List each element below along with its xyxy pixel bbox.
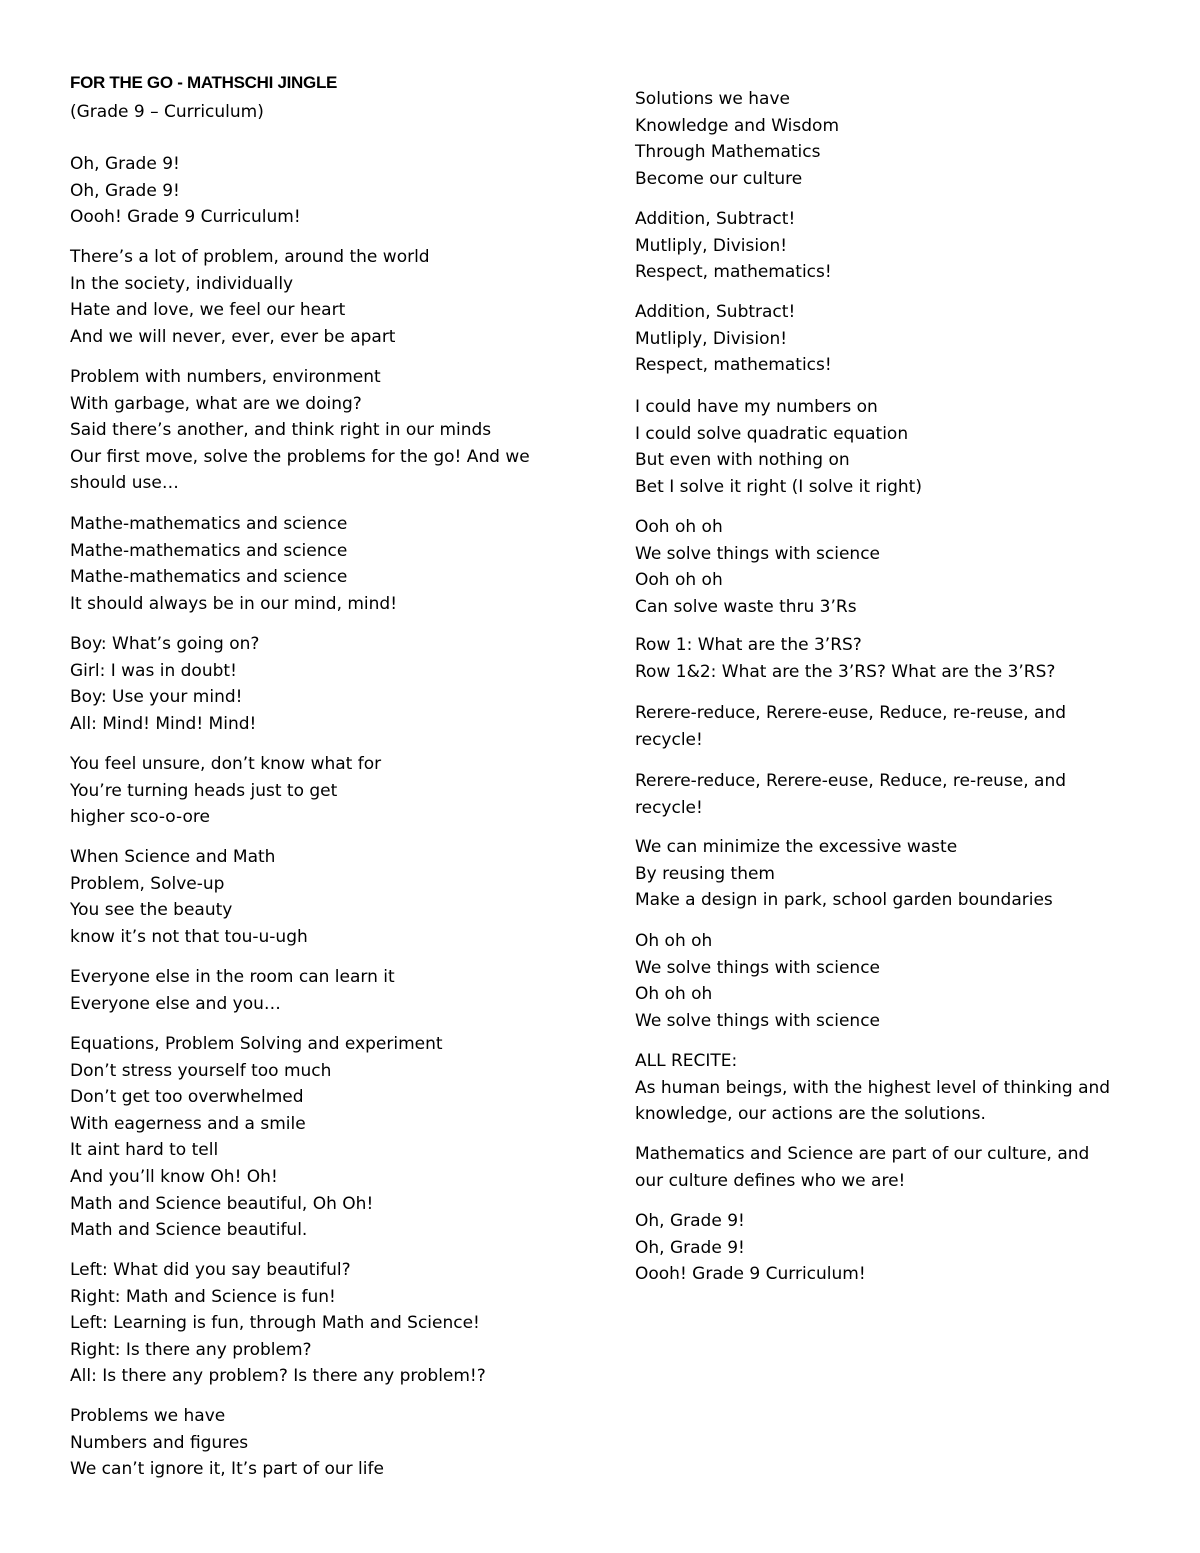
stanza: [70, 364, 610, 497]
lyric-line: Respect, mathematics!: [635, 355, 832, 376]
lyric-line: Problem, Solve-up: [70, 873, 225, 894]
lyric-line: We solve things with science: [635, 1010, 881, 1031]
lyric-line: (Grade 9 – Curriculum): [70, 102, 264, 122]
lyric-line: Mutliply, Division!: [635, 235, 788, 256]
document-title: FOR THE GO - MATHSCHI JINGLE: [70, 73, 338, 92]
lyric-line: When Science and Math: [70, 847, 276, 867]
lyric-line: Rerere-reduce, Rerere-euse, Reduce, re-reuse, and: [635, 771, 1067, 791]
lyric-line: Hate and love, we feel our heart: [70, 300, 346, 321]
lyric-line: Mathe-mathematics and science: [70, 567, 348, 588]
lyric-line: In the society, individually: [70, 273, 294, 294]
lyric-line: our culture defines who we are!: [635, 1170, 906, 1191]
lyric-line: With eagerness and a smile: [70, 1113, 306, 1134]
lyric-line: Row 1&2: What are the 3’RS? What are the 3’RS?: [635, 661, 1056, 682]
lyric-line: Can solve waste thru 3’Rs: [635, 596, 857, 617]
lyric-line: Oh, Grade 9!: [635, 1237, 745, 1258]
lyric-line: Problem with numbers, environment: [70, 367, 381, 387]
lyric-line: higher sco-o-ore: [70, 807, 210, 828]
stanza: [635, 1141, 1135, 1194]
lyric-line: Mutliply, Division!: [635, 328, 788, 349]
lyric-line: Girl: I was in doubt!: [70, 660, 237, 681]
lyric-line: And we will never, ever, ever be apart: [70, 326, 396, 347]
lyric-line: We can’t ignore it, It’s part of our life: [70, 1459, 384, 1480]
lyric-line: Our first move, solve the problems for the go! And we: [70, 446, 530, 467]
stanza: [635, 834, 1135, 914]
stanza: [635, 768, 1135, 821]
stanza: [70, 99, 610, 126]
stanza: [70, 1257, 610, 1390]
lyric-line: I could have my numbers on: [635, 397, 878, 417]
lyric-line: Don’t stress yourself too much: [70, 1060, 332, 1081]
lyric-line: Left: What did you say beautiful?: [70, 1260, 351, 1280]
lyric-line: Rerere-reduce, Rerere-euse, Reduce, re-reuse, and: [635, 703, 1067, 723]
lyric-line: Oooh! Grade 9 Curriculum!: [70, 207, 301, 228]
lyric-line: should use…: [70, 473, 179, 494]
lyric-line: Right: Math and Science is fun!: [70, 1286, 336, 1307]
lyric-line: As human beings, with the highest level of thinking and: [635, 1077, 1111, 1098]
lyric-line: Addition, Subtract!: [635, 302, 796, 322]
lyric-line: Ooh oh oh: [635, 570, 723, 591]
lyric-line: Math and Science beautiful.: [70, 1220, 308, 1241]
lyric-line: And you’ll know Oh! Oh!: [70, 1166, 278, 1187]
lyric-line: Ooh oh oh: [635, 517, 723, 537]
stanza: [70, 1403, 610, 1483]
lyric-line: Left: Learning is fun, through Math and Science!: [70, 1313, 480, 1334]
lyric-line: Oh oh oh: [635, 984, 713, 1005]
lyric-line: Oh, Grade 9!: [70, 154, 180, 174]
lyric-line: Respect, mathematics!: [635, 262, 832, 283]
lyric-line: Equations, Problem Solving and experiment: [70, 1034, 443, 1054]
stanza: [635, 206, 1135, 286]
lyric-line: Boy: Use your mind!: [70, 687, 243, 708]
lyric-line: Addition, Subtract!: [635, 209, 796, 229]
stanza: [635, 632, 1135, 685]
lyric-line: Everyone else and you…: [70, 993, 281, 1014]
lyric-line: Mathe-mathematics and science: [70, 540, 348, 561]
lyric-line: Knowledge and Wisdom: [635, 115, 840, 136]
lyric-line: Oh, Grade 9!: [70, 180, 180, 201]
stanza: [70, 751, 610, 831]
lyric-line: There’s a lot of problem, around the world: [70, 247, 430, 267]
lyric-line: Mathematics and Science are part of our culture, and: [635, 1144, 1090, 1164]
lyric-line: knowledge, our actions are the solutions.: [635, 1104, 986, 1125]
lyric-line: All: Mind! Mind! Mind!: [70, 713, 257, 734]
lyric-line: ALL RECITE:: [635, 1051, 738, 1071]
lyric-line: Oh, Grade 9!: [635, 1211, 745, 1231]
lyric-line: Mathe-mathematics and science: [70, 514, 348, 534]
lyric-line: I could solve quadratic equation: [635, 423, 909, 444]
stanza: [635, 700, 1135, 753]
lyric-line: It aint hard to tell: [70, 1140, 219, 1161]
lyric-line: Through Mathematics: [635, 142, 821, 163]
lyric-line: You’re turning heads just to get: [70, 780, 338, 801]
stanza: [635, 514, 1135, 620]
lyric-line: Oh oh oh: [635, 931, 713, 951]
lyric-line: We solve things with science: [635, 543, 881, 564]
lyric-line: Numbers and figures: [70, 1432, 249, 1453]
lyric-line: With garbage, what are we doing?: [70, 393, 362, 414]
stanza: [635, 299, 1135, 379]
lyric-line: Become our culture: [635, 168, 803, 189]
lyric-line: But even with nothing on: [635, 450, 850, 471]
stanza: [70, 964, 610, 1017]
stanza: [70, 511, 610, 617]
lyric-line: Row 1: What are the 3’RS?: [635, 635, 862, 655]
lyric-line: Problems we have: [70, 1406, 226, 1426]
lyric-line: know it’s not that tou-u-ugh: [70, 926, 308, 947]
stanza: [70, 151, 610, 231]
lyric-line: By reusing them: [635, 863, 775, 884]
lyric-line: recycle!: [635, 797, 703, 818]
stanza: [70, 1031, 610, 1244]
stanza: [70, 244, 610, 350]
lyric-line: Bet I solve it right (I solve it right): [635, 476, 922, 497]
lyric-line: Math and Science beautiful, Oh Oh!: [70, 1193, 374, 1214]
stanza: [635, 86, 1135, 192]
lyric-line: Oooh! Grade 9 Curriculum!: [635, 1264, 866, 1285]
lyric-line: Said there’s another, and think right in our minds: [70, 420, 492, 441]
lyric-line: Boy: What’s going on?: [70, 634, 260, 654]
stanza: [70, 631, 610, 737]
lyric-line: Everyone else in the room can learn it: [70, 967, 395, 987]
stanza: [635, 1208, 1135, 1288]
lyric-line: All: Is there any problem? Is there any problem!?: [70, 1366, 486, 1387]
stanza: [70, 844, 610, 950]
lyric-line: We can minimize the excessive waste: [635, 837, 958, 857]
lyric-line: It should always be in our mind, mind!: [70, 593, 398, 614]
lyric-line: You feel unsure, don’t know what for: [70, 754, 382, 774]
stanza: [635, 1048, 1135, 1128]
lyric-line: Make a design in park, school garden boundaries: [635, 890, 1053, 911]
lyric-line: Don’t get too overwhelmed: [70, 1087, 304, 1108]
stanza: [635, 394, 1135, 500]
lyric-line: We solve things with science: [635, 957, 881, 978]
lyric-line: Solutions we have: [635, 89, 790, 109]
lyric-line: recycle!: [635, 729, 703, 750]
lyric-line: You see the beauty: [70, 900, 233, 921]
lyric-line: Right: Is there any problem?: [70, 1339, 312, 1360]
stanza: [635, 928, 1135, 1034]
